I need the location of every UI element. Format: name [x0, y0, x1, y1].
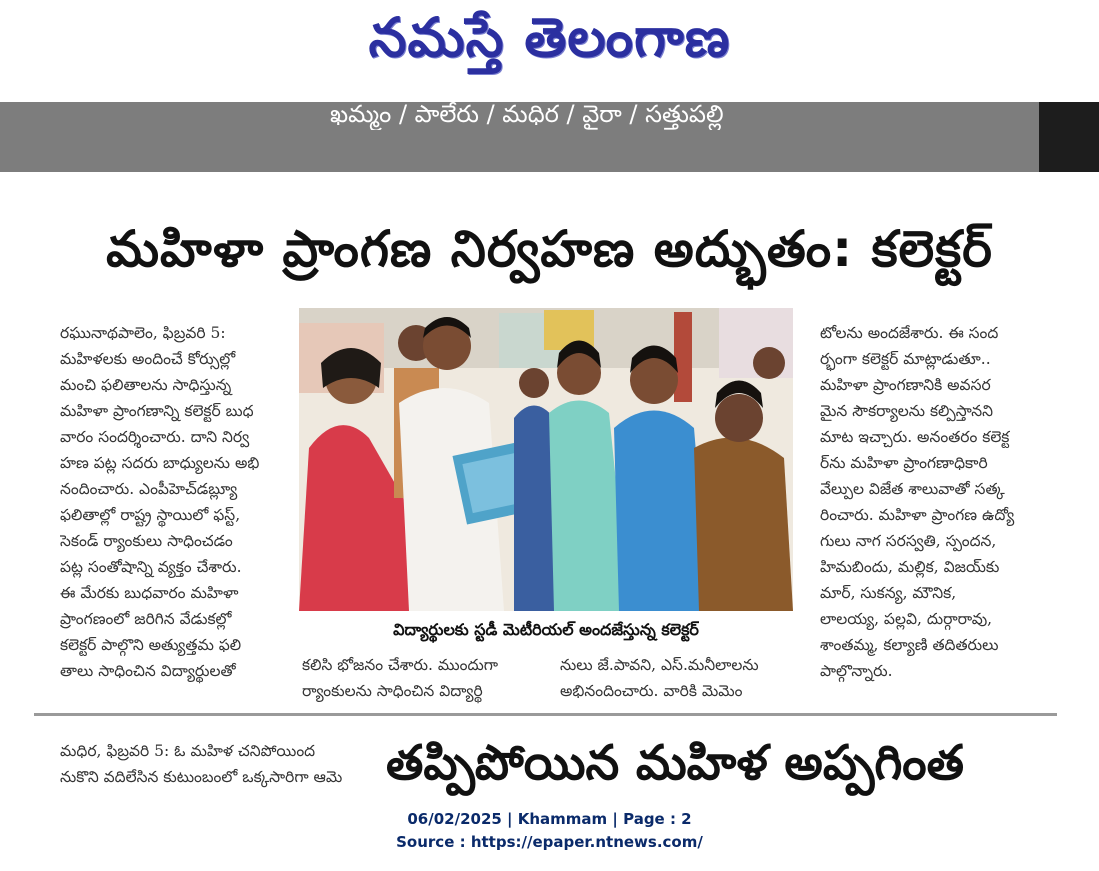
text-line: హణ పట్ల సదరు బాధ్యులను అభి: [60, 454, 260, 472]
second-article-headline: తప్పిపోయిన మహిళ అప్పగింత: [386, 735, 964, 791]
text-line: మార్, సుకన్య, మౌనిక,: [820, 584, 957, 602]
text-line: మహిళా ప్రాంగణానికి అవసర: [820, 376, 991, 394]
article-column-mid2: [560, 652, 790, 704]
text-line: పాల్గొన్నారు.: [820, 662, 893, 680]
text-line: తాలు సాధించిన విద్యార్థులతో: [60, 662, 236, 680]
text-line: ప్రాంగణంలో జరిగిన వేడుకల్లో: [60, 610, 232, 628]
text-line: ర్‌ను మహిళా ప్రాంగణాధికారి: [820, 454, 988, 472]
article-photo: [299, 308, 793, 611]
page-footer: [0, 808, 1099, 854]
text-line: మాట ఇచ్చారు. అనంతరం కలెక్ట: [820, 428, 1010, 446]
text-line: ర్భంగా కలెక్టర్ మాట్లాడుతూ..: [820, 350, 991, 368]
photo-illustration: [299, 308, 793, 611]
section-band: [0, 102, 1099, 172]
text-line: అభినందించారు. వారికి మెమెం: [560, 682, 743, 700]
text-line: పట్ల సంతోషాన్ని వ్యక్తం చేశారు.: [60, 558, 242, 576]
text-line: మధిర, ఫిబ్రవరి 5: ఓ మహిళ చనిపోయింద: [60, 742, 316, 760]
text-line: సెకండ్ ర్యాంకులు సాధించడం: [60, 532, 233, 550]
text-line: నులు జే.పావని, ఎస్.మనీలాలను: [560, 656, 759, 674]
article-column-right: [820, 320, 1052, 684]
text-line: వారం సందర్శించారు. దాని నిర్వ: [60, 428, 250, 446]
text-line: కలెక్టర్ పాల్గొని అత్యుత్తమ ఫలి: [60, 636, 242, 654]
text-line: లాలయ్య, పల్లవి, దుర్గారావు,: [820, 610, 993, 628]
text-line: ఫలితాల్లో రాష్ట్ర స్థాయిలో ఫస్ట్,: [60, 506, 241, 524]
article-column-left: [60, 320, 285, 684]
second-article-body: [60, 738, 360, 790]
text-line: మంచి ఫలితాలను సాధిస్తున్న: [60, 376, 232, 394]
text-line: మహిళలకు అందించే కోర్సుల్లో: [60, 350, 236, 368]
text-line: ర్యాంకులను సాధించిన విద్యార్థి: [302, 682, 483, 700]
text-line: నుకొని వదిలేసిన కుటుంబంలో ఒక్కసారిగా ఆమె: [60, 768, 343, 786]
text-line: రఘునాథపాలెం, ఫిబ్రవరి 5:: [60, 324, 226, 342]
masthead: [0, 0, 1099, 102]
text-line: రించారు. మహిళా ప్రాంగణ ఉద్యో: [820, 506, 1015, 524]
newspaper-logo: నమస్తే తెలంగాణ: [368, 6, 731, 69]
text-line: నందించారు. ఎంపీహెచ్‌డబ్ల్యూ: [60, 480, 238, 498]
text-line: కలిసి భోజనం చేశారు. ముందుగా: [302, 656, 499, 674]
text-line: టోలను అందజేశారు. ఈ సంద: [820, 324, 999, 342]
edition-info: 06/02/2025 | Khammam | Page : 2: [407, 810, 692, 828]
text-line: గులు నాగ సరస్వతి, స్పందన,: [820, 532, 997, 550]
text-line: హిమబిందు, మల్లిక, విజయ్‌కు: [820, 558, 1000, 576]
text-line: వేల్పుల విజేత శాలువాతో సత్క: [820, 480, 1005, 498]
text-line: మైన సౌకర్యాలను కల్పిస్తానని: [820, 402, 993, 420]
band-block: [1039, 102, 1099, 172]
article-headline: మహిళా ప్రాంగణ నిర్వహణ అద్భుతం: కలెక్టర్: [106, 220, 993, 278]
section-divider: [34, 713, 1057, 716]
text-line: ఈ మేరకు బుధవారం మహిళా: [60, 584, 239, 602]
article-column-mid1: [302, 652, 532, 704]
text-line: శాంతమ్మ, కల్యాణి తదితరులు: [820, 636, 999, 654]
source-link[interactable]: Source : https://epaper.ntnews.com/: [396, 833, 703, 851]
photo-caption: విద్యార్థులకు స్టడీ మెటీరియల్ అందజేస్తున్న కలెక్టర్: [393, 620, 699, 639]
district-list: ఖమ్మం / పాలేరు / మధిర / వైరా / సత్తుపల్లి: [330, 102, 724, 128]
text-line: మహిళా ప్రాంగణాన్ని కలెక్టర్ బుధ: [60, 402, 254, 420]
